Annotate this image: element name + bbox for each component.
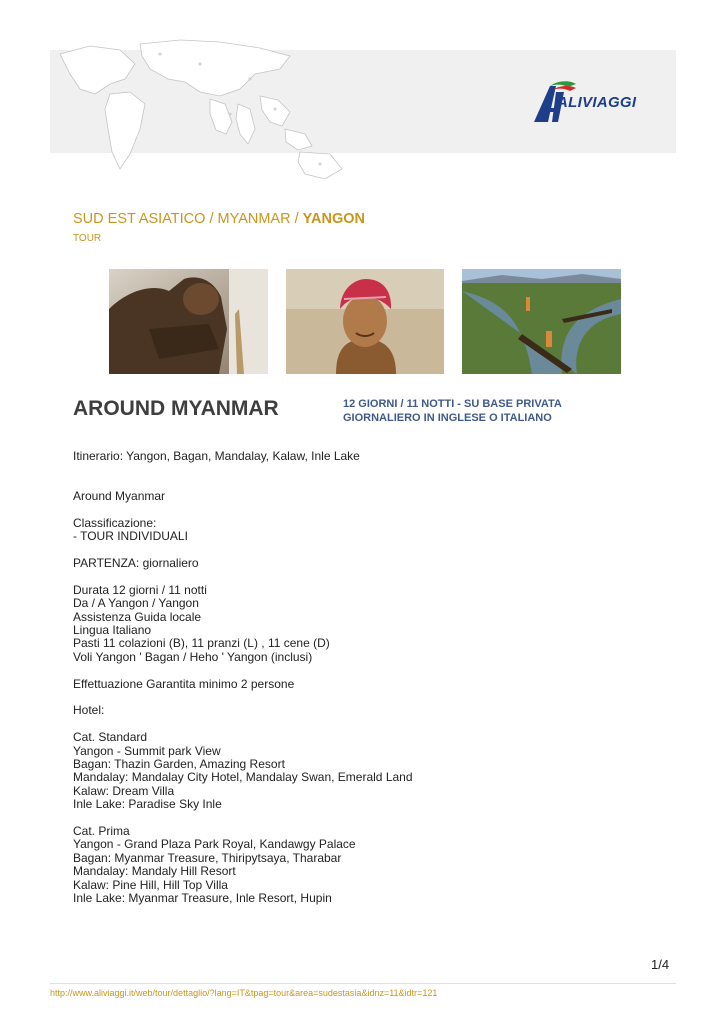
detail-line: Yangon - Summit park View bbox=[73, 743, 221, 758]
detail-line: - TOUR INDIVIDUALI bbox=[73, 529, 188, 544]
breadcrumb-city: YANGON bbox=[302, 211, 365, 227]
detail-line: Classificazione: bbox=[73, 515, 157, 530]
detail-line: Lingua Italiano bbox=[73, 623, 152, 638]
tour-subtitle-line: 12 GIORNI / 11 NOTTI - SU BASE PRIVATA bbox=[343, 398, 562, 410]
detail-line: Da / A Yangon / Yangon bbox=[73, 596, 199, 611]
breadcrumb-separator: / bbox=[205, 211, 218, 227]
detail-line: Inle Lake: Myanmar Treasure, Inle Resort, Hupin bbox=[73, 891, 332, 906]
breadcrumb bbox=[73, 211, 365, 227]
detail-line: Durata 12 giorni / 11 notti bbox=[73, 582, 207, 597]
detail-line: Bagan: Myanmar Treasure, Thiripytsaya, Tharabar bbox=[73, 850, 342, 865]
detail-line bbox=[73, 718, 413, 731]
detail-line: Kalaw: Pine Hill, Hill Top Villa bbox=[73, 877, 228, 892]
detail-line bbox=[73, 691, 413, 704]
detail-line: Cat. Prima bbox=[73, 824, 130, 839]
detail-line bbox=[73, 664, 413, 677]
detail-line: Cat. Standard bbox=[73, 730, 148, 745]
photo-praying-monk bbox=[109, 269, 268, 374]
footer-divider bbox=[50, 983, 676, 984]
detail-line: Mandalay: Mandalay City Hotel, Mandalay Swan, Emerald Land bbox=[73, 770, 413, 785]
photo-inle-lake-boats bbox=[462, 269, 621, 374]
tour-subtitle-line: GIORNALIERO IN INGLESE O ITALIANO bbox=[343, 412, 552, 424]
detail-line: Hotel: bbox=[73, 703, 105, 718]
footer-url-link[interactable]: http://www.aliviaggi.it/web/tour/dettaglio/?lang=IT&tpag=tour&area=sudestasia&idnz=11&idtr=121 bbox=[50, 988, 438, 998]
detail-line: PARTENZA: giornaliero bbox=[73, 556, 199, 570]
tour-details bbox=[73, 490, 413, 905]
tour-title: AROUND MYANMAR bbox=[73, 397, 279, 420]
world-map-image bbox=[50, 34, 350, 184]
breadcrumb-country[interactable]: MYANMAR bbox=[217, 211, 291, 227]
tour-subtitle bbox=[343, 397, 562, 425]
detail-line: Effettuazione Garantita minimo 2 persone bbox=[73, 676, 295, 691]
detail-line: Mandalay: Mandaly Hill Resort bbox=[73, 864, 236, 879]
detail-line bbox=[73, 503, 413, 516]
detail-line bbox=[73, 544, 413, 557]
itinerary-line: Itinerario: Yangon, Bagan, Mandalay, Kalaw, Inle Lake bbox=[73, 449, 360, 463]
detail-line bbox=[73, 570, 413, 583]
detail-line: Assistenza Guida locale bbox=[73, 609, 202, 624]
photo-woman-red-turban bbox=[286, 269, 444, 374]
detail-line: Voli Yangon ' Bagan / Heho ' Yangon (inclusi) bbox=[73, 649, 313, 664]
brand-name: ALIVIAGGI bbox=[557, 94, 637, 111]
breadcrumb-separator: / bbox=[290, 211, 303, 227]
breadcrumb-region[interactable]: SUD EST ASIATICO bbox=[73, 211, 206, 227]
detail-line: Yangon - Grand Plaza Park Royal, Kandawgy Palace bbox=[73, 837, 356, 852]
detail-line: Bagan: Thazin Garden, Amazing Resort bbox=[73, 757, 285, 772]
category-label: TOUR bbox=[73, 233, 102, 244]
detail-line: Inle Lake: Paradise Sky Inle bbox=[73, 797, 222, 812]
detail-line: Pasti 11 colazioni (B), 11 pranzi (L) , 11 cene (D) bbox=[73, 636, 330, 651]
page-number: 1/4 bbox=[651, 957, 670, 972]
detail-line: Kalaw: Dream Villa bbox=[73, 783, 175, 798]
detail-line bbox=[73, 812, 413, 825]
detail-line: Around Myanmar bbox=[73, 489, 166, 503]
